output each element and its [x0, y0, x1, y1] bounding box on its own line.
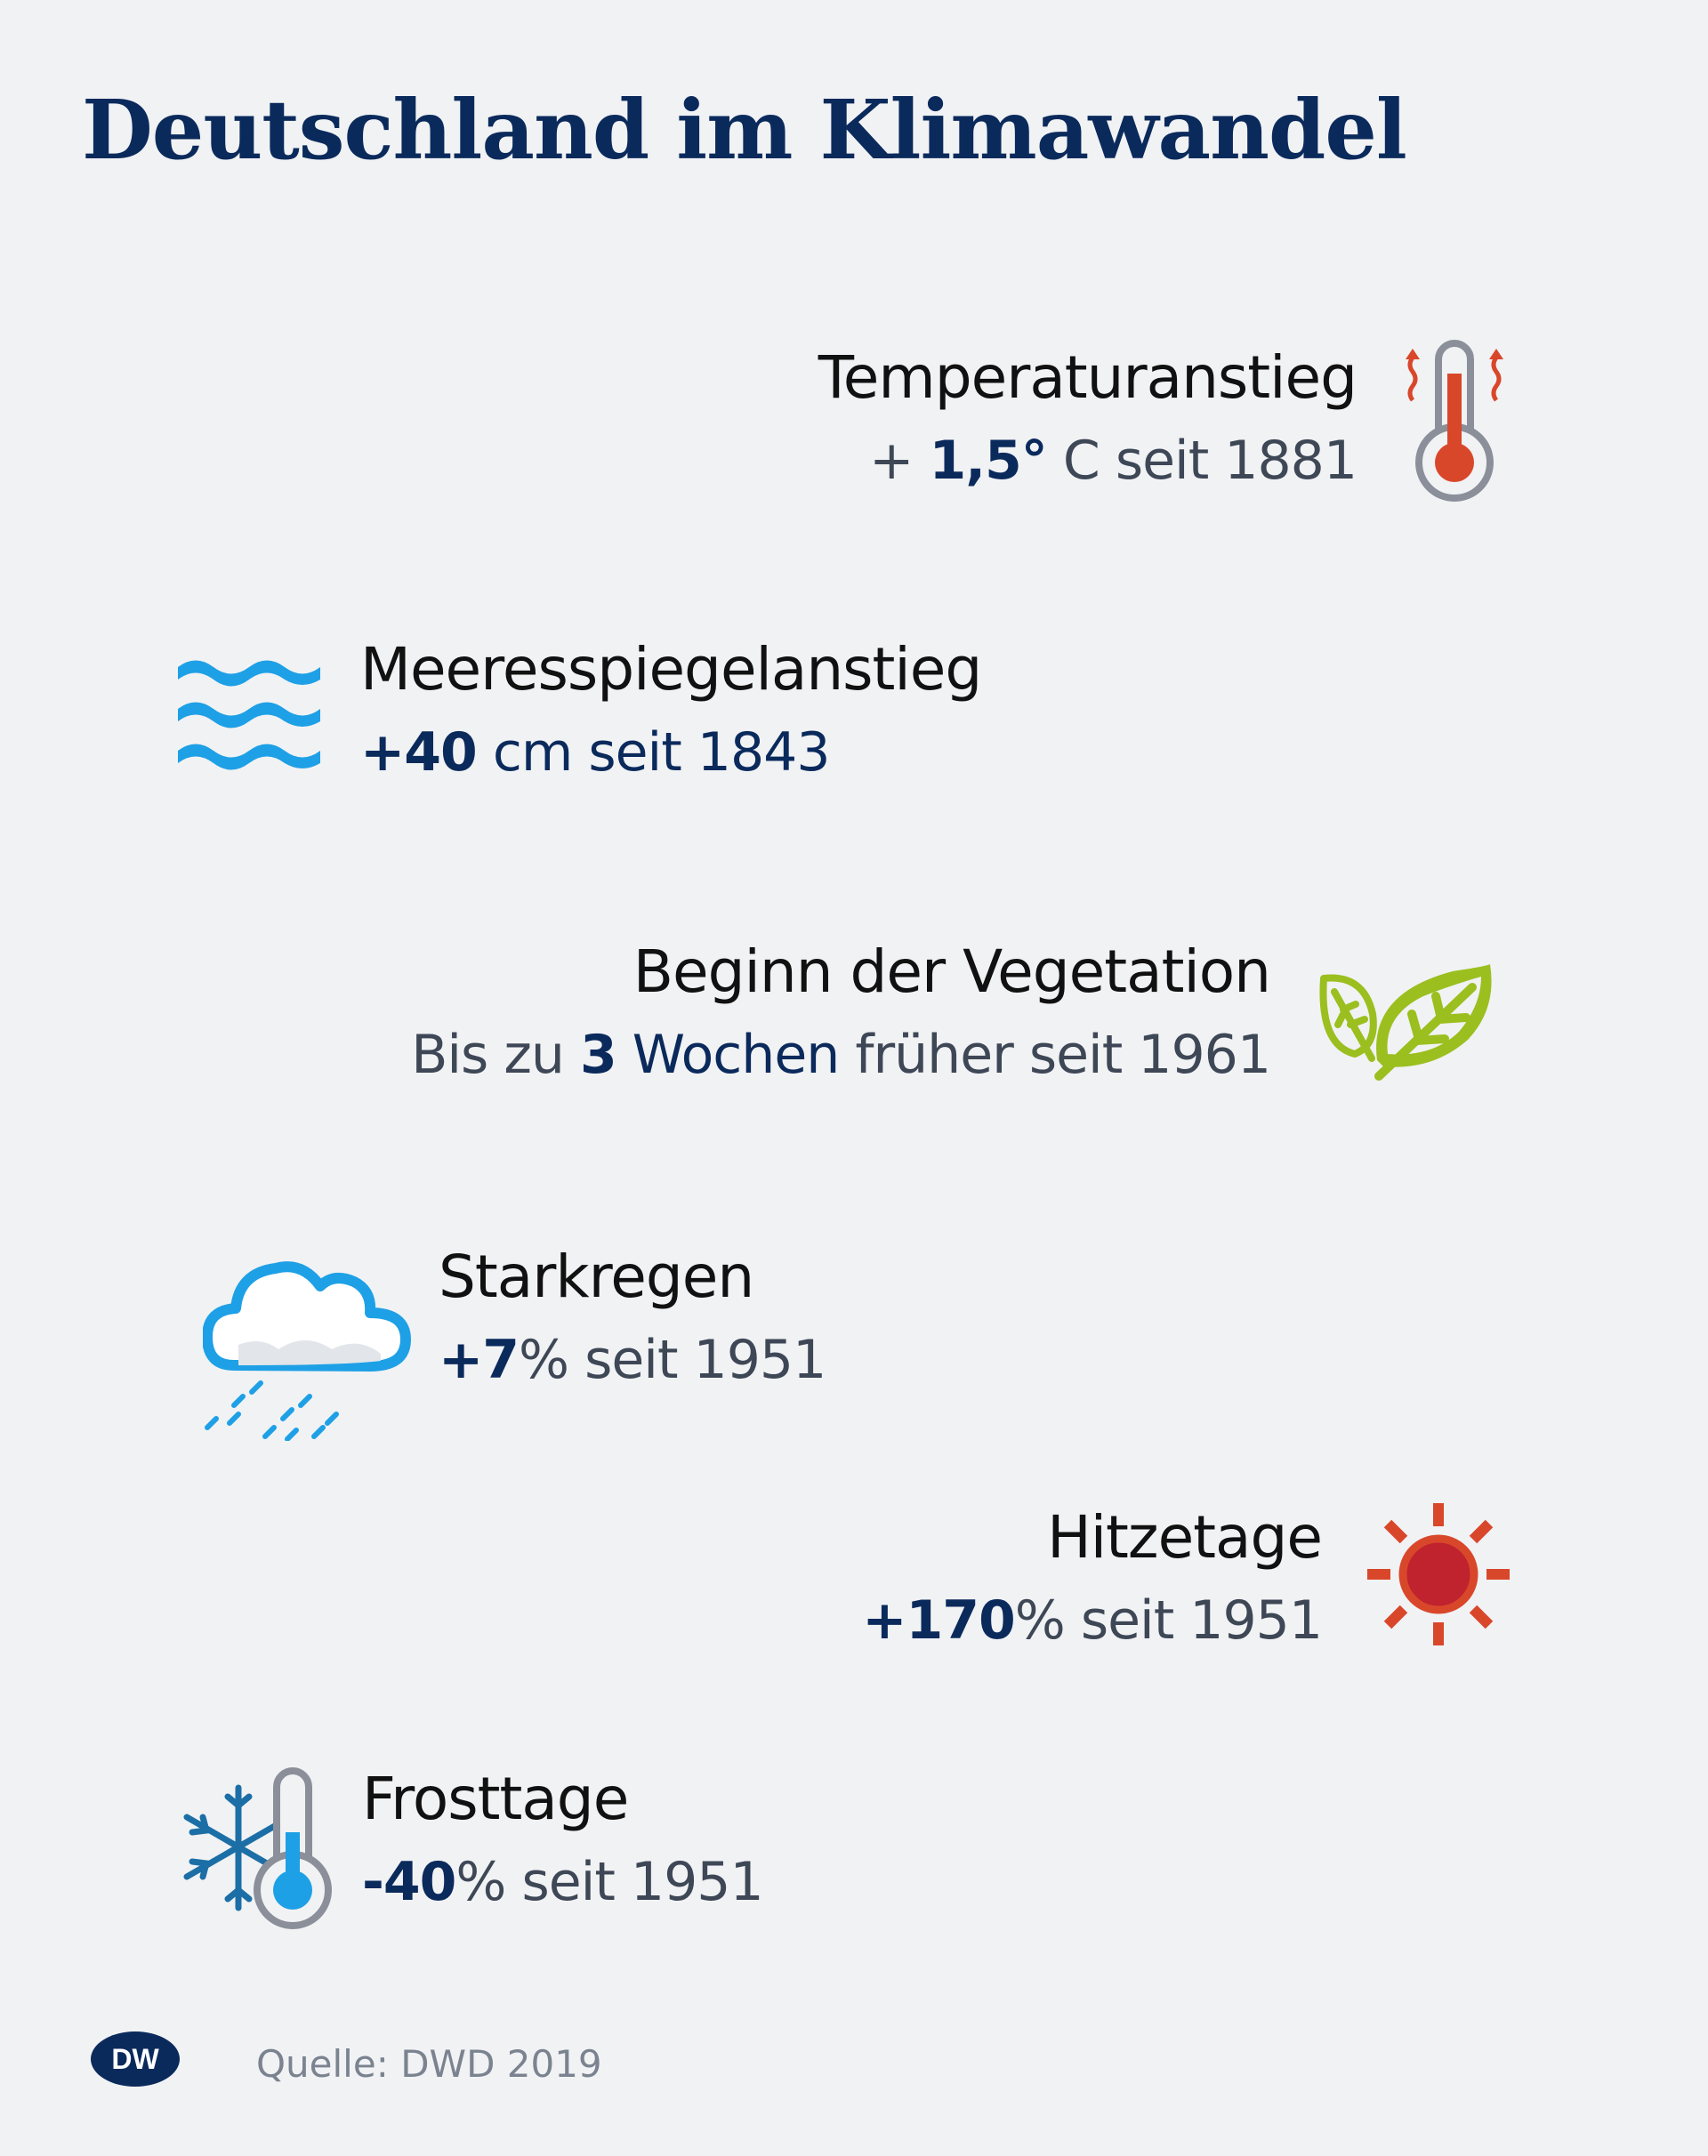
stat-value: +7	[439, 1329, 520, 1391]
waves-icon	[173, 654, 325, 778]
stat-heading: Beginn der Vegetation	[632, 937, 1270, 1006]
stat-heavy-rain	[439, 1243, 826, 1391]
stat-temperature	[818, 343, 1357, 492]
stat-heading: Hitzetage	[1047, 1503, 1322, 1572]
stat-detail: + 1,5° C seit 1881	[869, 430, 1357, 492]
stat-detail: +170% seit 1951	[862, 1589, 1322, 1652]
stat-heading: Temperaturanstieg	[818, 343, 1357, 412]
stat-hot-days	[862, 1503, 1322, 1652]
stat-value: +170	[862, 1589, 1015, 1652]
stat-heading: Starkregen	[439, 1243, 754, 1311]
dw-logo	[89, 2030, 182, 2088]
sun-icon	[1364, 1500, 1513, 1649]
stat-detail: +7% seit 1951	[439, 1329, 826, 1391]
stat-frost-days	[362, 1765, 763, 1913]
leaves-icon	[1317, 961, 1494, 1085]
stat-value: +40	[360, 721, 477, 784]
stat-value: -40	[362, 1851, 456, 1913]
stat-detail: -40% seit 1951	[362, 1851, 763, 1913]
snowflake-thermometer-icon	[176, 1766, 336, 1935]
stat-sea-level	[360, 635, 982, 784]
rain-cloud-icon	[203, 1245, 416, 1441]
stat-detail: +40 cm seit 1843	[360, 721, 830, 784]
thermometer-heat-icon	[1397, 338, 1512, 507]
stat-heading: Frosttage	[362, 1765, 629, 1833]
stat-vegetation	[411, 937, 1270, 1086]
stat-heading: Meeresspiegelanstieg	[360, 635, 982, 704]
dw-logo-text: DW	[111, 2043, 159, 2075]
stat-detail: Bis zu 3 Wochen früher seit 1961	[411, 1024, 1270, 1086]
stat-value: 1,5°	[929, 430, 1047, 492]
stat-value: 3	[579, 1024, 616, 1086]
source-note: Quelle: DWD 2019	[256, 2042, 602, 2086]
page-title: Deutschland im Klimawandel	[82, 82, 1406, 178]
